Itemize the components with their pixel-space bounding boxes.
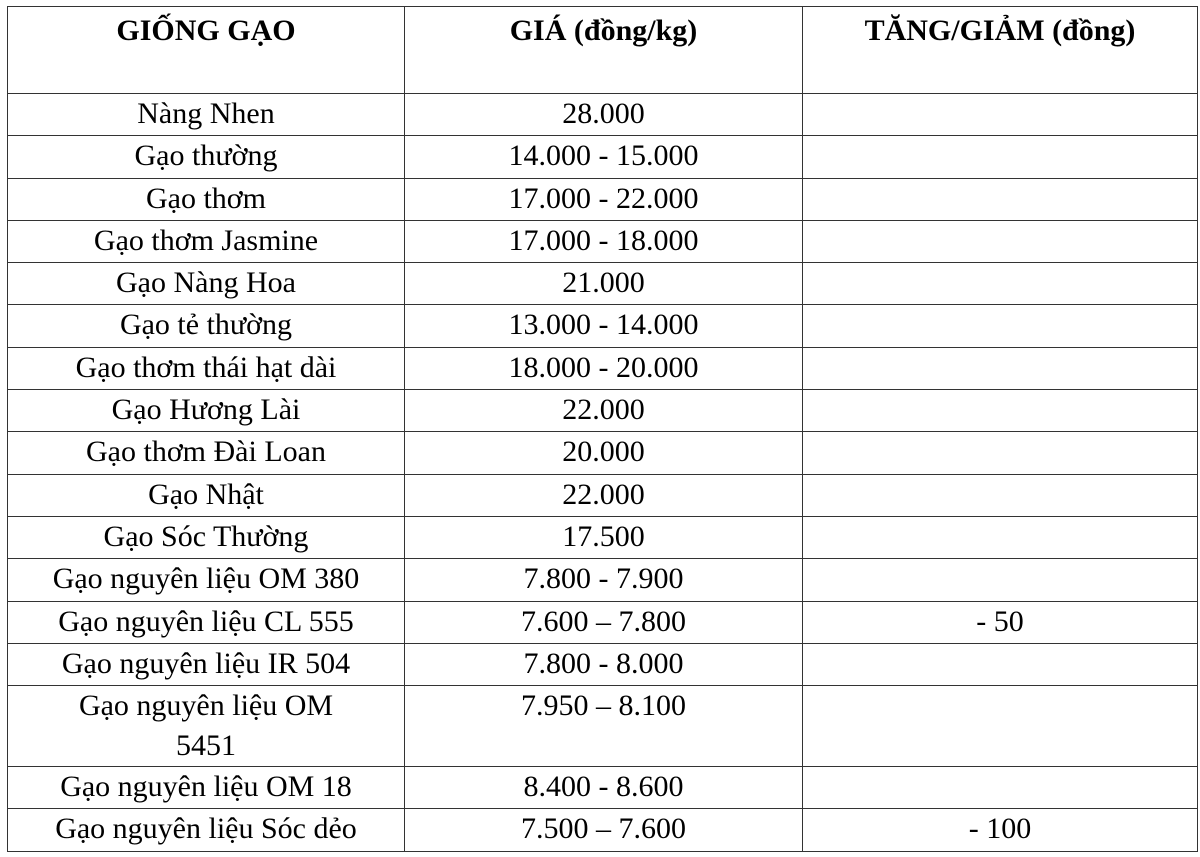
table-row <box>8 643 1198 685</box>
change-cell <box>803 305 1198 347</box>
variety-cell: Gạo Nàng Hoa <box>8 263 405 305</box>
change-cell <box>803 220 1198 262</box>
price-cell: 7.950 – 8.100 <box>405 686 803 767</box>
table-row <box>8 809 1198 851</box>
price-cell: 17.500 <box>405 516 803 558</box>
price-cell: 14.000 - 15.000 <box>405 136 803 178</box>
change-cell <box>803 686 1198 767</box>
price-cell: 17.000 - 18.000 <box>405 220 803 262</box>
table-row <box>8 136 1198 178</box>
change-cell <box>803 94 1198 136</box>
price-cell: 13.000 - 14.000 <box>405 305 803 347</box>
variety-cell: Gạo nguyên liệu Sóc dẻo <box>8 809 405 851</box>
rice-price-table <box>7 6 1198 852</box>
header-variety: GIỐNG GẠO <box>8 7 405 94</box>
price-cell: 8.400 - 8.600 <box>405 767 803 809</box>
variety-cell: Gạo thơm Đài Loan <box>8 432 405 474</box>
table-row <box>8 559 1198 601</box>
change-cell <box>803 559 1198 601</box>
variety-cell: Gạo thường <box>8 136 405 178</box>
header-change: TĂNG/GIẢM (đồng) <box>803 7 1198 94</box>
price-cell: 7.800 - 8.000 <box>405 643 803 685</box>
variety-cell: Gạo thơm Jasmine <box>8 220 405 262</box>
change-cell <box>803 136 1198 178</box>
change-cell <box>803 347 1198 389</box>
price-cell: 22.000 <box>405 474 803 516</box>
variety-cell: Gạo tẻ thường <box>8 305 405 347</box>
variety-cell: Gạo thơm thái hạt dài <box>8 347 405 389</box>
table-row <box>8 474 1198 516</box>
table-row <box>8 263 1198 305</box>
table-row <box>8 432 1198 474</box>
variety-cell: Gạo nguyên liệu OM 380 <box>8 559 405 601</box>
change-cell: - 100 <box>803 809 1198 851</box>
variety-cell: Gạo nguyên liệu IR 504 <box>8 643 405 685</box>
table-row <box>8 305 1198 347</box>
price-cell: 20.000 <box>405 432 803 474</box>
change-cell <box>803 643 1198 685</box>
price-cell: 18.000 - 20.000 <box>405 347 803 389</box>
change-cell <box>803 432 1198 474</box>
change-cell <box>803 516 1198 558</box>
price-cell: 17.000 - 22.000 <box>405 178 803 220</box>
table-row <box>8 601 1198 643</box>
price-cell: 22.000 <box>405 390 803 432</box>
table-row <box>8 390 1198 432</box>
change-cell <box>803 767 1198 809</box>
variety-cell: Gạo nguyên liệu OM 18 <box>8 767 405 809</box>
change-cell <box>803 474 1198 516</box>
variety-cell: Gạo Sóc Thường <box>8 516 405 558</box>
price-cell: 28.000 <box>405 94 803 136</box>
price-cell: 7.600 – 7.800 <box>405 601 803 643</box>
price-cell: 7.500 – 7.600 <box>405 809 803 851</box>
price-cell: 21.000 <box>405 263 803 305</box>
change-cell <box>803 178 1198 220</box>
change-cell: - 50 <box>803 601 1198 643</box>
table-row <box>8 220 1198 262</box>
table-row <box>8 347 1198 389</box>
table-row <box>8 178 1198 220</box>
change-cell <box>803 390 1198 432</box>
table-row <box>8 94 1198 136</box>
header-row <box>8 7 1198 94</box>
change-cell <box>803 263 1198 305</box>
table-row <box>8 686 1198 767</box>
variety-cell: Gạo nguyên liệu CL 555 <box>8 601 405 643</box>
variety-cell: Gạo Nhật <box>8 474 405 516</box>
variety-cell: Gạo thơm <box>8 178 405 220</box>
header-price: GIÁ (đồng/kg) <box>405 7 803 94</box>
variety-cell: Nàng Nhen <box>8 94 405 136</box>
table-row <box>8 767 1198 809</box>
price-cell: 7.800 - 7.900 <box>405 559 803 601</box>
variety-cell: Gạo Hương Lài <box>8 390 405 432</box>
table-row <box>8 516 1198 558</box>
variety-cell: Gạo nguyên liệu OM 5451 <box>8 686 405 767</box>
